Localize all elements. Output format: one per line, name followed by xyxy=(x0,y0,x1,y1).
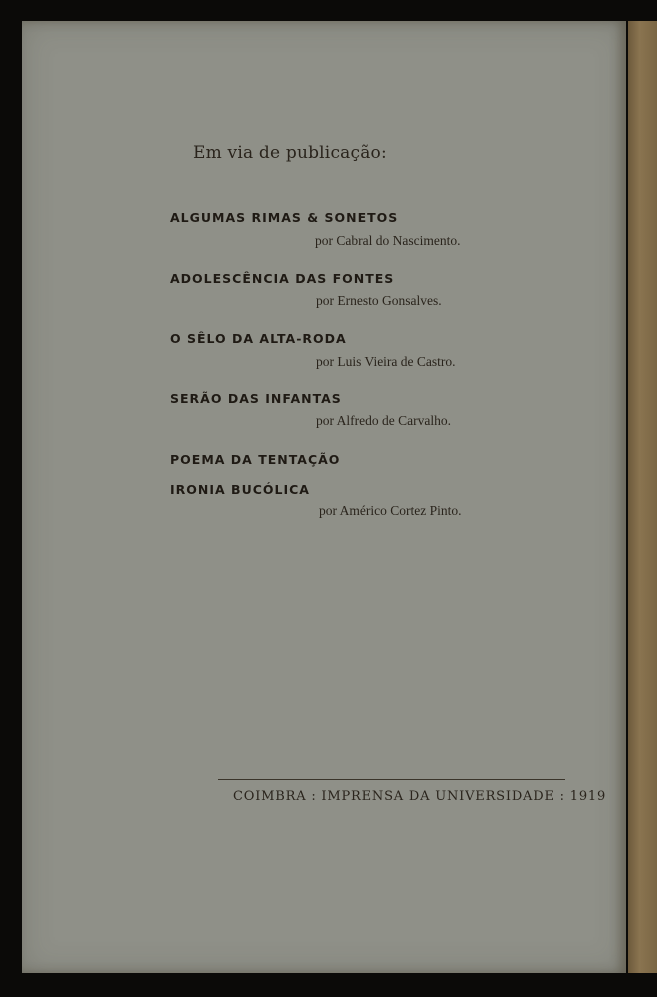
book-author: por Luis Vieira de Castro. xyxy=(316,354,456,369)
imprint-rule xyxy=(218,779,565,780)
book-title: O SÊLO DA ALTA-RODA xyxy=(170,331,347,346)
imprint-line: COIMBRA : IMPRENSA DA UNIVERSIDADE : 1919 xyxy=(233,789,607,804)
book-author: por Ernesto Gonsalves. xyxy=(316,293,442,308)
book-author: por Américo Cortez Pinto. xyxy=(319,503,462,518)
book-page xyxy=(22,21,626,973)
book-title: IRONIA BUCÓLICA xyxy=(170,482,310,497)
book-title: ADOLESCÊNCIA DAS FONTES xyxy=(170,271,395,286)
book-title: ALGUMAS RIMAS & SONETOS xyxy=(170,210,399,225)
book-title: POEMA DA TENTAÇÃO xyxy=(170,452,341,467)
book-title: SERÃO DAS INFANTAS xyxy=(170,391,342,406)
page-heading: Em via de publicação: xyxy=(193,143,387,163)
book-author: por Alfredo de Carvalho. xyxy=(316,413,451,428)
book-author: por Cabral do Nascimento. xyxy=(315,233,461,248)
next-page-edge xyxy=(628,21,657,973)
